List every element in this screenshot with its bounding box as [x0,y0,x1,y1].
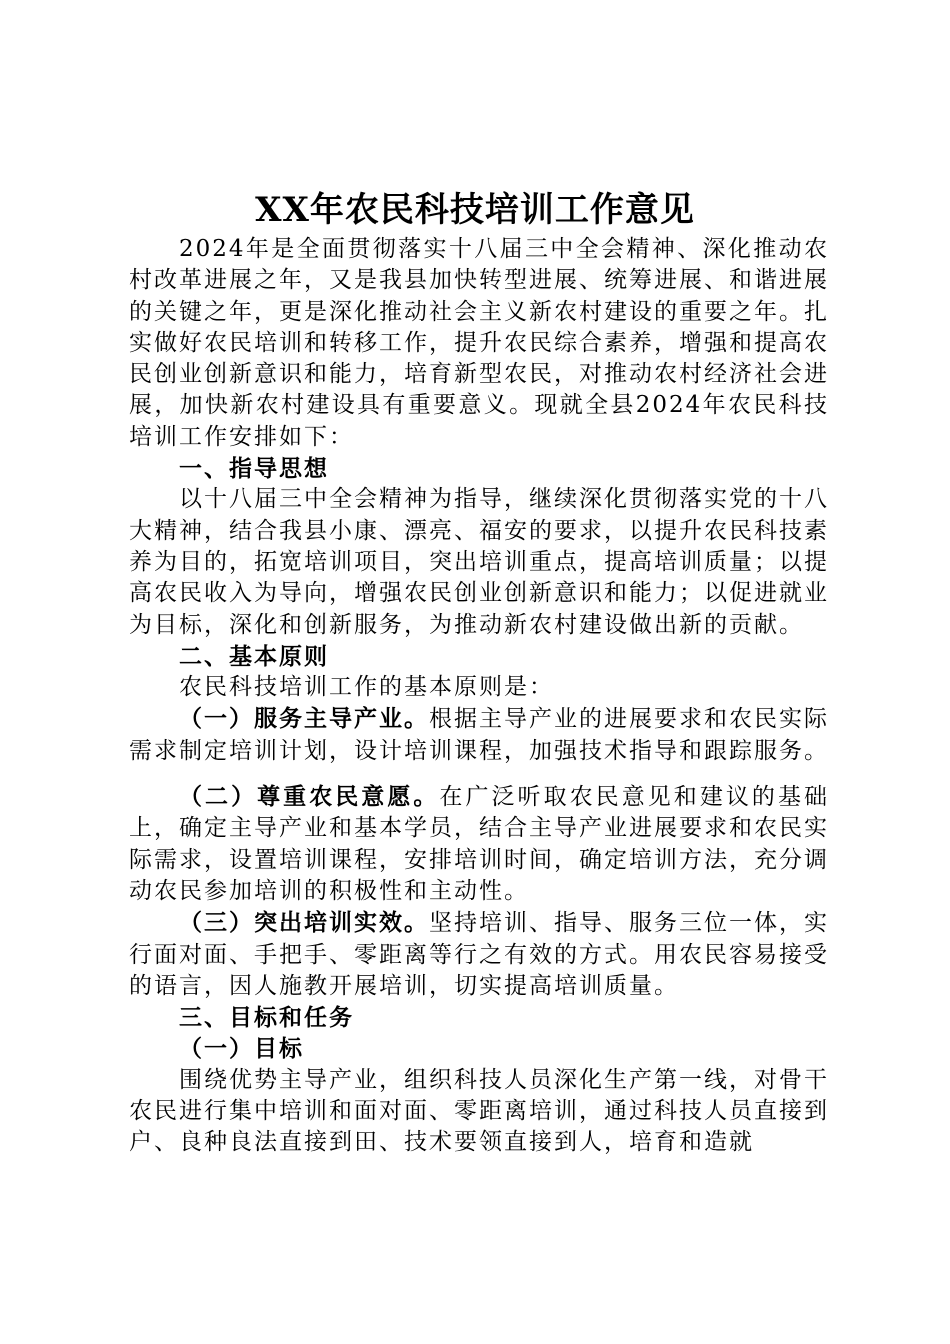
section2-heading: 二、基本原则 [179,642,329,670]
section1-paragraph: 以十八届三中全会精神为指导，继续深化贯彻落实党的十八大精神，结合我县小康、漂亮、福安的要求，以提升农民科技素养为目的，拓宽培训项目，突出培训重点，提高培训质量；以提高农民收入为导向，增强农民创业创新意识和能力；以促进就业为目标，深化和创新服务，为推动新农村建设做出新的贡献。 [129,486,829,638]
principle-3-text: 坚持培训、指导、服务三位一体，实行面对面、手把手、零距离等行之有效的方式。用农民容易接受的语言，因人施教开展培训，切实提高培训质量。 [129,910,829,999]
section3-sub-heading: （一）目标 [179,1035,304,1063]
principle-3-lead: （三）突出培训实效。 [179,909,429,937]
section1-heading: 一、指导思想 [179,455,329,483]
principle-1 [129,703,829,767]
section3-heading: 三、目标和任务 [179,1004,354,1032]
principle-3 [129,907,829,1002]
principle-2-lead: （二）尊重农民意愿。 [179,783,440,811]
intro-paragraph: 2024年是全面贯彻落实十八届三中全会精神、深化推动农村改革进展之年，又是我县加快转型进展、统筹进展、和谐进展的关键之年，更是深化推动社会主义新农村建设的重要之年。扎实做好农民培训和转移工作，提升农民综合素养，增强和提高农民创业创新意识和能力，培育新型农民，对推动农村经济社会进展，加快新农村建设具有重要意义。现就全县2024年农民科技培训工作安排如下： [129,236,829,450]
section2-intro: 农民科技培训工作的基本原则是： [179,674,554,701]
principle-2-text: 在广泛听取农民意见和建议的基础上，确定主导产业和基本学员，结合主导产业进展要求和农民实际需求，设置培训课程，安排培训时间，确定培训方法，充分调动农民参加培训的积极性和主动性。 [129,784,830,904]
principle-1-text: 根据主导产业的进展要求和农民实际需求制定培训计划，设计培训课程，加强技术指导和跟踪服务。 [129,706,829,764]
principle-2 [129,781,829,907]
principle-1-lead: （一）服务主导产业。 [179,705,429,733]
document-title: XX年农民科技培训工作意见 [255,190,695,230]
section3-paragraph: 围绕优势主导产业，组织科技人员深化生产第一线，对骨干农民进行集中培训和面对面、零距离培训，通过科技人员直接到户、良种良法直接到田、技术要领直接到人，培育和造就 [129,1066,829,1156]
paragraph-gap [129,767,829,781]
document-body [129,234,829,1159]
